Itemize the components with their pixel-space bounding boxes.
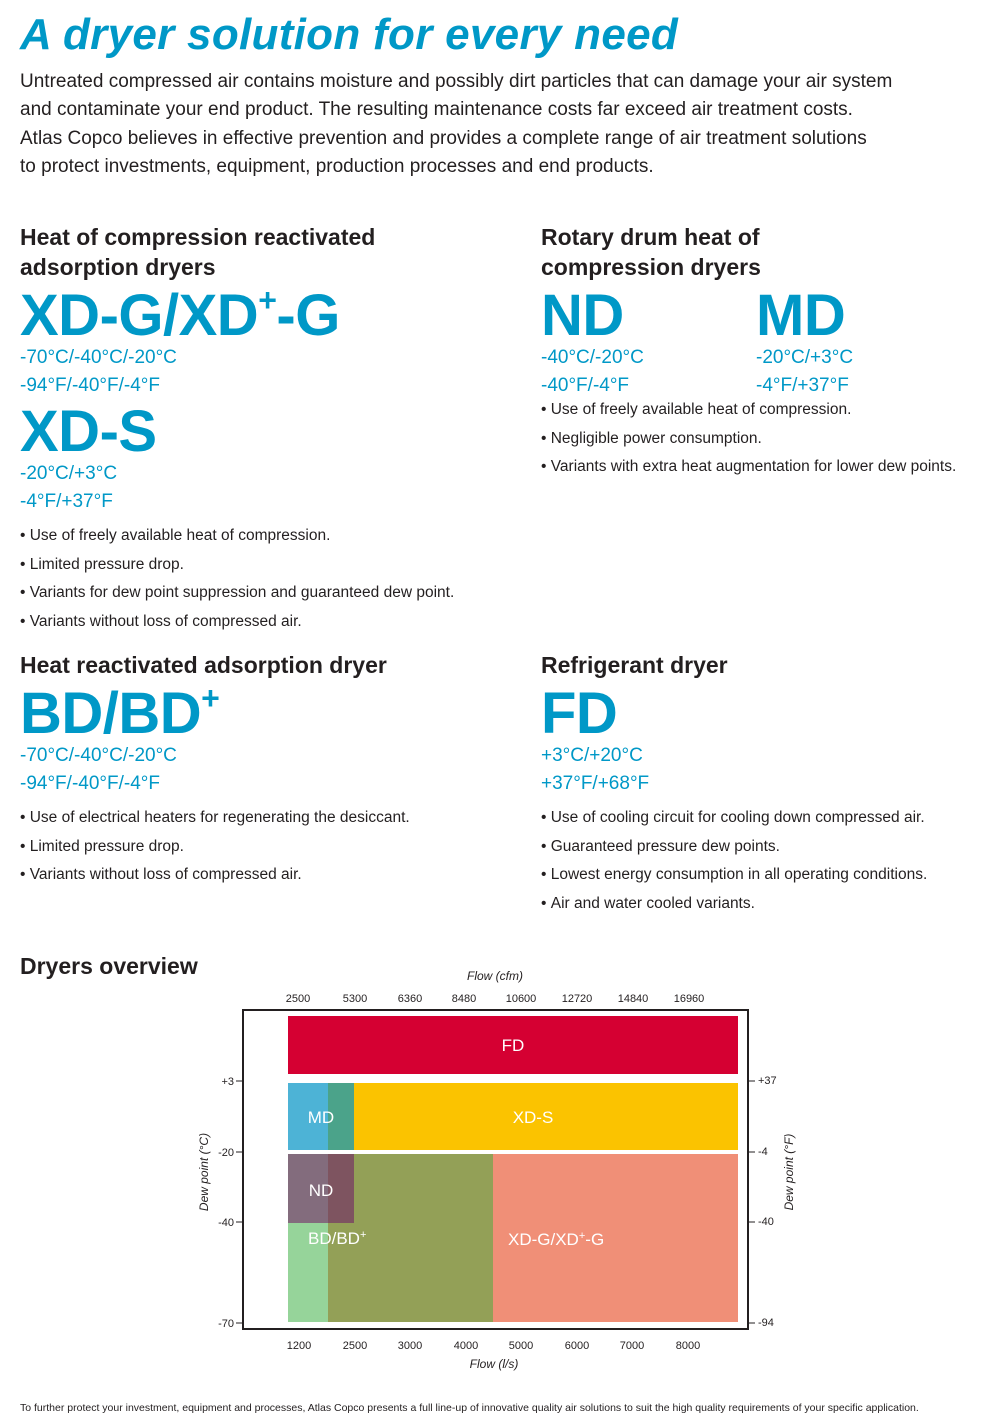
x2-tick-label: 14840: [617, 993, 649, 1005]
x2-axis-title: Flow (cfm): [467, 969, 523, 983]
heading-line: Heat of compression reactivated: [20, 224, 376, 250]
feature-item: • Air and water cooled variants.: [541, 890, 991, 919]
feature-item: • Variants for dew point suppression and guaranteed dew point.: [20, 579, 510, 608]
temp-fahrenheit: +37°F/+68°F: [541, 773, 650, 794]
y-tick-label: -20: [218, 1147, 234, 1159]
feature-item: • Use of cooling circuit for cooling down compressed air.: [541, 804, 991, 833]
feature-item: • Use of electrical heaters for regenerating the desiccant.: [20, 804, 510, 833]
y2-axis-title: Dew point (°F): [782, 1133, 796, 1211]
model-name-xds: XD-S: [20, 399, 157, 464]
temp-celsius: -40°C/-20°C: [541, 347, 644, 368]
x-axis-title: Flow (l/s): [469, 1357, 519, 1371]
model-name-fd: FD: [541, 681, 618, 746]
heading-line: compression dryers: [541, 254, 761, 280]
intro-text: [20, 68, 980, 181]
temp-celsius: -20°C/+3°C: [20, 463, 118, 484]
model-name-md: MD: [756, 283, 846, 348]
feature-item: • Negligible power consumption.: [541, 425, 991, 454]
region-label-md: MD: [307, 1108, 335, 1127]
x-tick-label: 4000: [453, 1340, 479, 1352]
temp-celsius: -20°C/+3°C: [756, 347, 854, 368]
model-name-superscript: +: [201, 680, 220, 716]
region-label-fd: FD: [501, 1036, 525, 1055]
temp-celsius: -70°C/-40°C/-20°C: [20, 745, 177, 766]
temp-fahrenheit: -94°F/-40°F/-4°F: [20, 773, 160, 794]
feature-item: • Guaranteed pressure dew points.: [541, 833, 991, 862]
x2-tick-label: 5300: [342, 993, 368, 1005]
temp-fahrenheit: -94°F/-40°F/-4°F: [20, 375, 160, 396]
region-label-xds: XD-S: [512, 1108, 554, 1127]
heading-line: adsorption dryers: [20, 254, 216, 280]
feature-list: [20, 522, 510, 636]
feature-item: • Use of freely available heat of compression.: [20, 522, 510, 551]
section-heat-reactivated: [20, 650, 510, 890]
model-block-md: [756, 283, 854, 400]
feature-item: • Variants with extra heat augmentation for lower dew points.: [541, 453, 991, 482]
section-refrigerant: [541, 650, 991, 918]
section-rotary-drum: [541, 222, 991, 482]
intro-line: Untreated compressed air contains moisture and possibly dirt particles that can damage your air system: [20, 71, 893, 92]
region-label-xdg: XD-G/XD+-G: [508, 1230, 605, 1249]
y-axis-title: Dew point (°C): [197, 1132, 211, 1212]
temp-fahrenheit: -4°F/+37°F: [20, 491, 113, 512]
y-tick-label: -70: [218, 1318, 234, 1330]
model-name-part: -G: [276, 283, 340, 348]
x2-tick-label: 12720: [561, 993, 593, 1005]
x2-tick-label: 16960: [673, 993, 705, 1005]
feature-item: • Limited pressure drop.: [20, 833, 510, 862]
x-tick-label: 5000: [508, 1340, 534, 1352]
feature-item: • Lowest energy consumption in all operating conditions.: [541, 861, 991, 890]
x-tick-label: 8000: [675, 1340, 701, 1352]
heading-line: Rotary drum heat of: [541, 224, 760, 250]
section-heading: Heat reactivated adsorption dryer: [20, 652, 387, 678]
temp-celsius: +3°C/+20°C: [541, 745, 643, 766]
intro-line: and contaminate your end product. The resulting maintenance costs far exceed air treatment costs.: [20, 99, 853, 121]
footnote: To further protect your investment, equipment and processes, Atlas Copco presents a full line-up of innovative quality air solutions to suit the high quality requirements of your specific application.: [20, 1402, 919, 1414]
feature-list: [20, 804, 510, 890]
section-heading: [20, 222, 510, 282]
feature-item: • Variants without loss of compressed air.: [20, 861, 510, 890]
temp-fahrenheit: -4°F/+37°F: [756, 375, 849, 396]
y2-tick-label: -40: [758, 1216, 774, 1228]
model-name-superscript: +: [258, 282, 277, 318]
temp-celsius: -70°C/-40°C/-20°C: [20, 347, 177, 368]
x-tick-label: 7000: [619, 1340, 645, 1352]
model-pair: [541, 283, 991, 400]
x2-tick-label: 10600: [505, 993, 537, 1005]
model-block-nd: [541, 283, 644, 400]
feature-item: • Limited pressure drop.: [20, 551, 510, 580]
x2-tick-label: 8480: [451, 993, 477, 1005]
overview-title: Dryers overview: [20, 953, 198, 979]
feature-list: [541, 396, 991, 482]
dryers-overview-chart: [0, 960, 1000, 1380]
section-heading: Refrigerant dryer: [541, 652, 728, 678]
section-heading: [541, 222, 991, 282]
section-hoc-adsorption: [20, 222, 510, 636]
feature-item: • Use of freely available heat of compression.: [541, 396, 991, 425]
intro-line: Atlas Copco believes in effective prevention and provides a complete range of air treatment solutions: [20, 127, 867, 149]
y2-tick-label: -4: [758, 1146, 768, 1158]
x-tick-label: 2500: [342, 1340, 368, 1352]
y2-tick-label: -94: [758, 1317, 774, 1329]
temp-fahrenheit: -40°F/-4°F: [541, 375, 630, 396]
region-label-bd: BD/BD+: [308, 1229, 367, 1248]
y-tick-label: -40: [218, 1217, 234, 1229]
y-tick-label: +3: [221, 1076, 234, 1088]
model-name-xdg: [20, 282, 510, 348]
page-title: A dryer solution for every need: [20, 10, 679, 59]
model-name-bd: [20, 680, 510, 746]
model-name-part: XD-G/XD: [20, 283, 259, 348]
x2-tick-label: 2500: [285, 993, 311, 1005]
intro-line: to protect investments, equipment, production processes and end products.: [20, 155, 654, 177]
feature-item: • Variants without loss of compressed air.: [20, 608, 510, 637]
x2-tick-label: 6360: [397, 993, 423, 1005]
y2-tick-label: +37: [758, 1075, 777, 1087]
x-tick-label: 6000: [564, 1340, 590, 1352]
model-name-part: BD/BD: [20, 681, 202, 746]
feature-list: [541, 804, 991, 918]
region-label-nd: ND: [308, 1181, 334, 1200]
x-tick-label: 1200: [286, 1340, 312, 1352]
x-tick-label: 3000: [397, 1340, 423, 1352]
model-name-nd: ND: [541, 283, 624, 348]
